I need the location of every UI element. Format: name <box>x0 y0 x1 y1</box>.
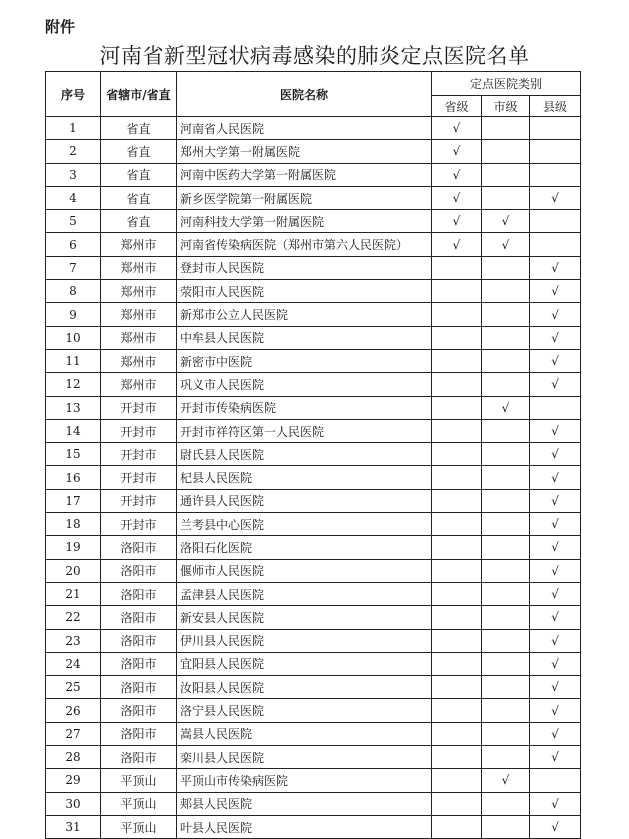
table-row <box>46 559 581 582</box>
row-county-cell: √ <box>530 606 581 629</box>
row-hospital-cell: 洛宁县人民医院 <box>177 699 432 722</box>
row-province-cell: 洛阳市 <box>101 536 177 559</box>
row-county-cell: √ <box>530 280 581 303</box>
row-city-cell <box>482 419 530 442</box>
table-row <box>46 582 581 605</box>
row-city-cell <box>482 489 530 512</box>
row-hospital-cell: 宜阳县人民医院 <box>177 652 432 675</box>
attachment-label: 附件 <box>45 18 76 36</box>
row-city-cell: √ <box>482 396 530 419</box>
row-hospital-cell: 登封市人民医院 <box>177 256 432 279</box>
row-hospital-cell: 河南科技大学第一附属医院 <box>177 210 432 233</box>
row-provincial-cell <box>432 722 482 745</box>
row-seq-cell: 17 <box>46 489 101 512</box>
row-province-cell: 郑州市 <box>101 233 177 256</box>
row-provincial-cell <box>432 349 482 372</box>
row-province-cell: 洛阳市 <box>101 629 177 652</box>
row-hospital-cell: 通许县人民医院 <box>177 489 432 512</box>
row-provincial-cell <box>432 746 482 769</box>
row-hospital-cell: 河南中医药大学第一附属医院 <box>177 163 432 186</box>
row-hospital-cell: 汝阳县人民医院 <box>177 676 432 699</box>
row-county-cell: √ <box>530 349 581 372</box>
row-county-cell: √ <box>530 186 581 209</box>
row-county-cell: √ <box>530 443 581 466</box>
table-row <box>46 233 581 256</box>
row-seq-cell: 19 <box>46 536 101 559</box>
header-seq: 序号 <box>46 72 101 117</box>
row-city-cell <box>482 652 530 675</box>
row-hospital-cell: 杞县人民医院 <box>177 466 432 489</box>
row-province-cell: 郑州市 <box>101 280 177 303</box>
row-county-cell <box>530 163 581 186</box>
row-city-cell <box>482 117 530 140</box>
row-provincial-cell <box>432 559 482 582</box>
row-province-cell: 开封市 <box>101 396 177 419</box>
row-hospital-cell: 洛阳石化医院 <box>177 536 432 559</box>
row-county-cell <box>530 117 581 140</box>
document-title: 河南省新型冠状病毒感染的肺炎定点医院名单 <box>99 44 530 68</box>
row-provincial-cell <box>432 792 482 815</box>
row-seq-cell: 12 <box>46 373 101 396</box>
row-city-cell <box>482 256 530 279</box>
row-hospital-cell: 中牟县人民医院 <box>177 326 432 349</box>
row-county-cell: √ <box>530 466 581 489</box>
row-county-cell: √ <box>530 373 581 396</box>
table-row <box>46 163 581 186</box>
row-city-cell <box>482 303 530 326</box>
row-province-cell: 省直 <box>101 210 177 233</box>
row-seq-cell: 25 <box>46 676 101 699</box>
table-row <box>46 652 581 675</box>
row-provincial-cell <box>432 769 482 792</box>
row-hospital-cell: 兰考县中心医院 <box>177 513 432 536</box>
row-provincial-cell <box>432 303 482 326</box>
table-row <box>46 676 581 699</box>
row-province-cell: 洛阳市 <box>101 652 177 675</box>
row-seq-cell: 28 <box>46 746 101 769</box>
row-provincial-cell: √ <box>432 186 482 209</box>
row-province-cell: 开封市 <box>101 489 177 512</box>
row-city-cell: √ <box>482 769 530 792</box>
row-seq-cell: 7 <box>46 256 101 279</box>
row-hospital-cell: 孟津县人民医院 <box>177 582 432 605</box>
row-city-cell <box>482 559 530 582</box>
row-provincial-cell <box>432 256 482 279</box>
row-hospital-cell: 新乡医学院第一附属医院 <box>177 186 432 209</box>
row-county-cell <box>530 140 581 163</box>
row-provincial-cell <box>432 280 482 303</box>
row-province-cell: 洛阳市 <box>101 699 177 722</box>
row-county-cell: √ <box>530 513 581 536</box>
row-hospital-cell: 栾川县人民医院 <box>177 746 432 769</box>
table-row <box>46 117 581 140</box>
row-provincial-cell: √ <box>432 140 482 163</box>
row-city-cell <box>482 722 530 745</box>
row-provincial-cell <box>432 326 482 349</box>
row-county-cell: √ <box>530 489 581 512</box>
row-hospital-cell: 伊川县人民医院 <box>177 629 432 652</box>
row-county-cell <box>530 769 581 792</box>
row-provincial-cell <box>432 489 482 512</box>
row-seq-cell: 6 <box>46 233 101 256</box>
row-city-cell <box>482 186 530 209</box>
row-province-cell: 平顶山 <box>101 769 177 792</box>
row-city-cell <box>482 140 530 163</box>
row-provincial-cell <box>432 419 482 442</box>
row-provincial-cell <box>432 373 482 396</box>
row-hospital-cell: 河南省传染病医院（郑州市第六人民医院） <box>177 233 432 256</box>
row-hospital-cell: 嵩县人民医院 <box>177 722 432 745</box>
row-province-cell: 洛阳市 <box>101 582 177 605</box>
row-hospital-cell: 新密市中医院 <box>177 349 432 372</box>
row-county-cell: √ <box>530 326 581 349</box>
row-hospital-cell: 新郑市公立人民医院 <box>177 303 432 326</box>
row-county-cell <box>530 233 581 256</box>
row-county-cell: √ <box>530 582 581 605</box>
row-city-cell: √ <box>482 210 530 233</box>
table-row <box>46 303 581 326</box>
row-seq-cell: 10 <box>46 326 101 349</box>
row-seq-cell: 18 <box>46 513 101 536</box>
row-city-cell <box>482 443 530 466</box>
row-hospital-cell: 郑州大学第一附属医院 <box>177 140 432 163</box>
row-provincial-cell: √ <box>432 117 482 140</box>
table-row <box>46 373 581 396</box>
row-province-cell: 省直 <box>101 163 177 186</box>
table-row <box>46 466 581 489</box>
row-county-cell: √ <box>530 536 581 559</box>
header-provincial: 省级 <box>432 96 482 117</box>
row-seq-cell: 23 <box>46 629 101 652</box>
row-hospital-cell: 开封市祥符区第一人民医院 <box>177 419 432 442</box>
row-county-cell: √ <box>530 256 581 279</box>
row-provincial-cell <box>432 815 482 838</box>
row-county-cell: √ <box>530 746 581 769</box>
row-hospital-cell: 平顶山市传染病医院 <box>177 769 432 792</box>
row-seq-cell: 11 <box>46 349 101 372</box>
row-provincial-cell <box>432 676 482 699</box>
row-city-cell <box>482 792 530 815</box>
row-city-cell <box>482 699 530 722</box>
row-city-cell <box>482 349 530 372</box>
row-city-cell <box>482 536 530 559</box>
row-seq-cell: 5 <box>46 210 101 233</box>
row-province-cell: 郑州市 <box>101 256 177 279</box>
table-row <box>46 326 581 349</box>
row-seq-cell: 31 <box>46 815 101 838</box>
row-seq-cell: 8 <box>46 280 101 303</box>
table-row <box>46 140 581 163</box>
row-county-cell: √ <box>530 722 581 745</box>
row-county-cell: √ <box>530 629 581 652</box>
row-hospital-cell: 新安县人民医院 <box>177 606 432 629</box>
row-seq-cell: 2 <box>46 140 101 163</box>
row-province-cell: 郑州市 <box>101 373 177 396</box>
row-county-cell: √ <box>530 815 581 838</box>
row-provincial-cell <box>432 606 482 629</box>
row-seq-cell: 9 <box>46 303 101 326</box>
row-seq-cell: 22 <box>46 606 101 629</box>
table-row <box>46 489 581 512</box>
row-provincial-cell: √ <box>432 233 482 256</box>
row-province-cell: 平顶山 <box>101 792 177 815</box>
row-province-cell: 平顶山 <box>101 815 177 838</box>
row-province-cell: 郑州市 <box>101 303 177 326</box>
row-seq-cell: 20 <box>46 559 101 582</box>
row-province-cell: 郑州市 <box>101 326 177 349</box>
row-hospital-cell: 郏县人民医院 <box>177 792 432 815</box>
table-row <box>46 256 581 279</box>
row-provincial-cell <box>432 582 482 605</box>
table-row <box>46 815 581 838</box>
row-county-cell: √ <box>530 303 581 326</box>
row-province-cell: 郑州市 <box>101 349 177 372</box>
row-seq-cell: 21 <box>46 582 101 605</box>
row-province-cell: 洛阳市 <box>101 676 177 699</box>
row-seq-cell: 3 <box>46 163 101 186</box>
row-province-cell: 省直 <box>101 140 177 163</box>
row-city-cell <box>482 606 530 629</box>
table-row <box>46 513 581 536</box>
row-hospital-cell: 尉氏县人民医院 <box>177 443 432 466</box>
table-row <box>46 396 581 419</box>
row-seq-cell: 27 <box>46 722 101 745</box>
row-province-cell: 开封市 <box>101 419 177 442</box>
row-city-cell <box>482 466 530 489</box>
table-row <box>46 280 581 303</box>
row-seq-cell: 29 <box>46 769 101 792</box>
row-city-cell <box>482 582 530 605</box>
table-body <box>46 117 581 839</box>
row-city-cell <box>482 746 530 769</box>
table-row <box>46 629 581 652</box>
row-county-cell: √ <box>530 676 581 699</box>
row-seq-cell: 4 <box>46 186 101 209</box>
row-seq-cell: 26 <box>46 699 101 722</box>
row-city-cell <box>482 815 530 838</box>
row-city-cell <box>482 280 530 303</box>
row-provincial-cell <box>432 652 482 675</box>
row-county-cell: √ <box>530 699 581 722</box>
header-county: 县级 <box>530 96 581 117</box>
row-city-cell <box>482 163 530 186</box>
row-provincial-cell <box>432 699 482 722</box>
row-provincial-cell <box>432 536 482 559</box>
row-seq-cell: 16 <box>46 466 101 489</box>
row-province-cell: 省直 <box>101 117 177 140</box>
hospital-table <box>45 71 581 839</box>
row-city-cell <box>482 373 530 396</box>
row-county-cell: √ <box>530 419 581 442</box>
table-row <box>46 746 581 769</box>
row-province-cell: 洛阳市 <box>101 746 177 769</box>
table-row <box>46 349 581 372</box>
table-row <box>46 769 581 792</box>
header-category: 定点医院类别 <box>432 72 581 96</box>
row-hospital-cell: 巩义市人民医院 <box>177 373 432 396</box>
row-provincial-cell: √ <box>432 163 482 186</box>
row-hospital-cell: 荥阳市人民医院 <box>177 280 432 303</box>
row-county-cell: √ <box>530 652 581 675</box>
table-row <box>46 792 581 815</box>
header-province: 省辖市/省直 <box>101 72 177 117</box>
table-row <box>46 210 581 233</box>
table-row <box>46 443 581 466</box>
row-county-cell: √ <box>530 559 581 582</box>
row-city-cell <box>482 676 530 699</box>
row-provincial-cell <box>432 396 482 419</box>
row-province-cell: 洛阳市 <box>101 559 177 582</box>
row-city-cell <box>482 326 530 349</box>
row-seq-cell: 1 <box>46 117 101 140</box>
row-provincial-cell <box>432 513 482 536</box>
row-provincial-cell: √ <box>432 210 482 233</box>
table-row <box>46 419 581 442</box>
row-province-cell: 开封市 <box>101 443 177 466</box>
row-hospital-cell: 开封市传染病医院 <box>177 396 432 419</box>
row-province-cell: 省直 <box>101 186 177 209</box>
row-province-cell: 洛阳市 <box>101 722 177 745</box>
row-hospital-cell: 叶县人民医院 <box>177 815 432 838</box>
table-row <box>46 186 581 209</box>
table-row <box>46 722 581 745</box>
row-hospital-cell: 偃师市人民医院 <box>177 559 432 582</box>
row-county-cell <box>530 210 581 233</box>
table-row <box>46 699 581 722</box>
table-row <box>46 606 581 629</box>
row-seq-cell: 15 <box>46 443 101 466</box>
row-hospital-cell: 河南省人民医院 <box>177 117 432 140</box>
row-county-cell: √ <box>530 792 581 815</box>
header-hospital: 医院名称 <box>177 72 432 117</box>
row-city-cell: √ <box>482 233 530 256</box>
row-seq-cell: 14 <box>46 419 101 442</box>
row-city-cell <box>482 629 530 652</box>
header-city: 市级 <box>482 96 530 117</box>
row-province-cell: 洛阳市 <box>101 606 177 629</box>
row-provincial-cell <box>432 629 482 652</box>
row-seq-cell: 13 <box>46 396 101 419</box>
row-province-cell: 开封市 <box>101 466 177 489</box>
row-province-cell: 开封市 <box>101 513 177 536</box>
row-county-cell <box>530 396 581 419</box>
row-city-cell <box>482 513 530 536</box>
row-seq-cell: 24 <box>46 652 101 675</box>
row-provincial-cell <box>432 443 482 466</box>
row-provincial-cell <box>432 466 482 489</box>
table-row <box>46 536 581 559</box>
row-seq-cell: 30 <box>46 792 101 815</box>
